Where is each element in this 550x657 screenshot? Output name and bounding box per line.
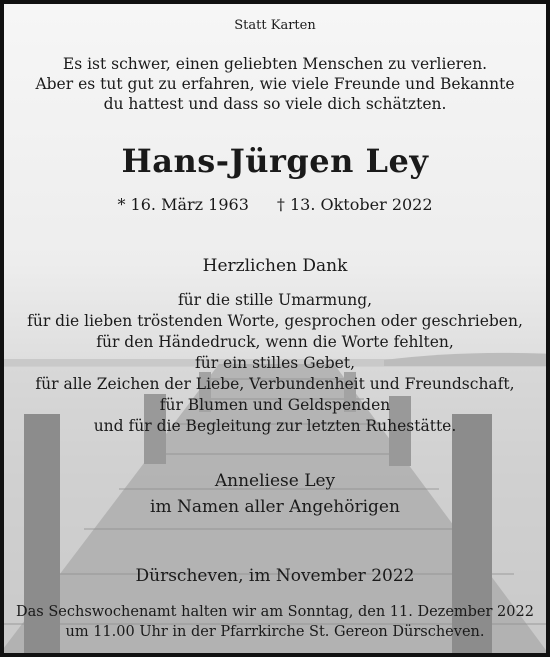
life-dates <box>4 195 546 214</box>
thanks-line-7: und für die Begleitung zur letzten Ruhestätte. <box>93 417 457 435</box>
birth-date: * 16. März 1963 <box>117 195 249 214</box>
thanks-line-6: für Blumen und Geldspenden <box>159 396 391 414</box>
obituary-text <box>4 4 546 653</box>
thanks-line-5: für alle Zeichen der Liebe, Verbundenheit und Freundschaft, <box>35 375 515 393</box>
notice-line-1: Das Sechswochenamt halten wir am Sonntag, den 11. Dezember 2022 <box>16 604 534 620</box>
death-date: † 13. Oktober 2022 <box>276 195 433 214</box>
thanks-line-2: für die lieben tröstenden Worte, gesprochen oder geschrieben, <box>27 312 523 330</box>
thanks-heading: Herzlichen Dank <box>202 256 348 276</box>
deceased-name: Hans-Jürgen Ley <box>121 142 429 180</box>
notice-line-2: um 11.00 Uhr in der Pfarrkirche St. Gereon Dürscheven. <box>65 624 485 640</box>
signatory-name: Anneliese Ley <box>214 471 336 491</box>
header-label: Statt Karten <box>234 18 316 33</box>
poem-line-2: Aber es tut gut zu erfahren, wie viele Freunde und Bekannte <box>35 75 515 93</box>
poem-line-1: Es ist schwer, einen geliebten Menschen zu verlieren. <box>62 55 488 73</box>
place-date: Dürscheven, im November 2022 <box>135 566 415 586</box>
signatory-relation: im Namen aller Angehörigen <box>150 497 400 517</box>
thanks-line-1: für die stille Umarmung, <box>177 291 373 309</box>
thanks-line-4: für ein stilles Gebet, <box>194 354 355 372</box>
thanks-line-3: für den Händedruck, wenn die Worte fehlten, <box>96 333 454 351</box>
poem-line-3: du hattest und dass so viele dich schätzten. <box>103 95 447 113</box>
